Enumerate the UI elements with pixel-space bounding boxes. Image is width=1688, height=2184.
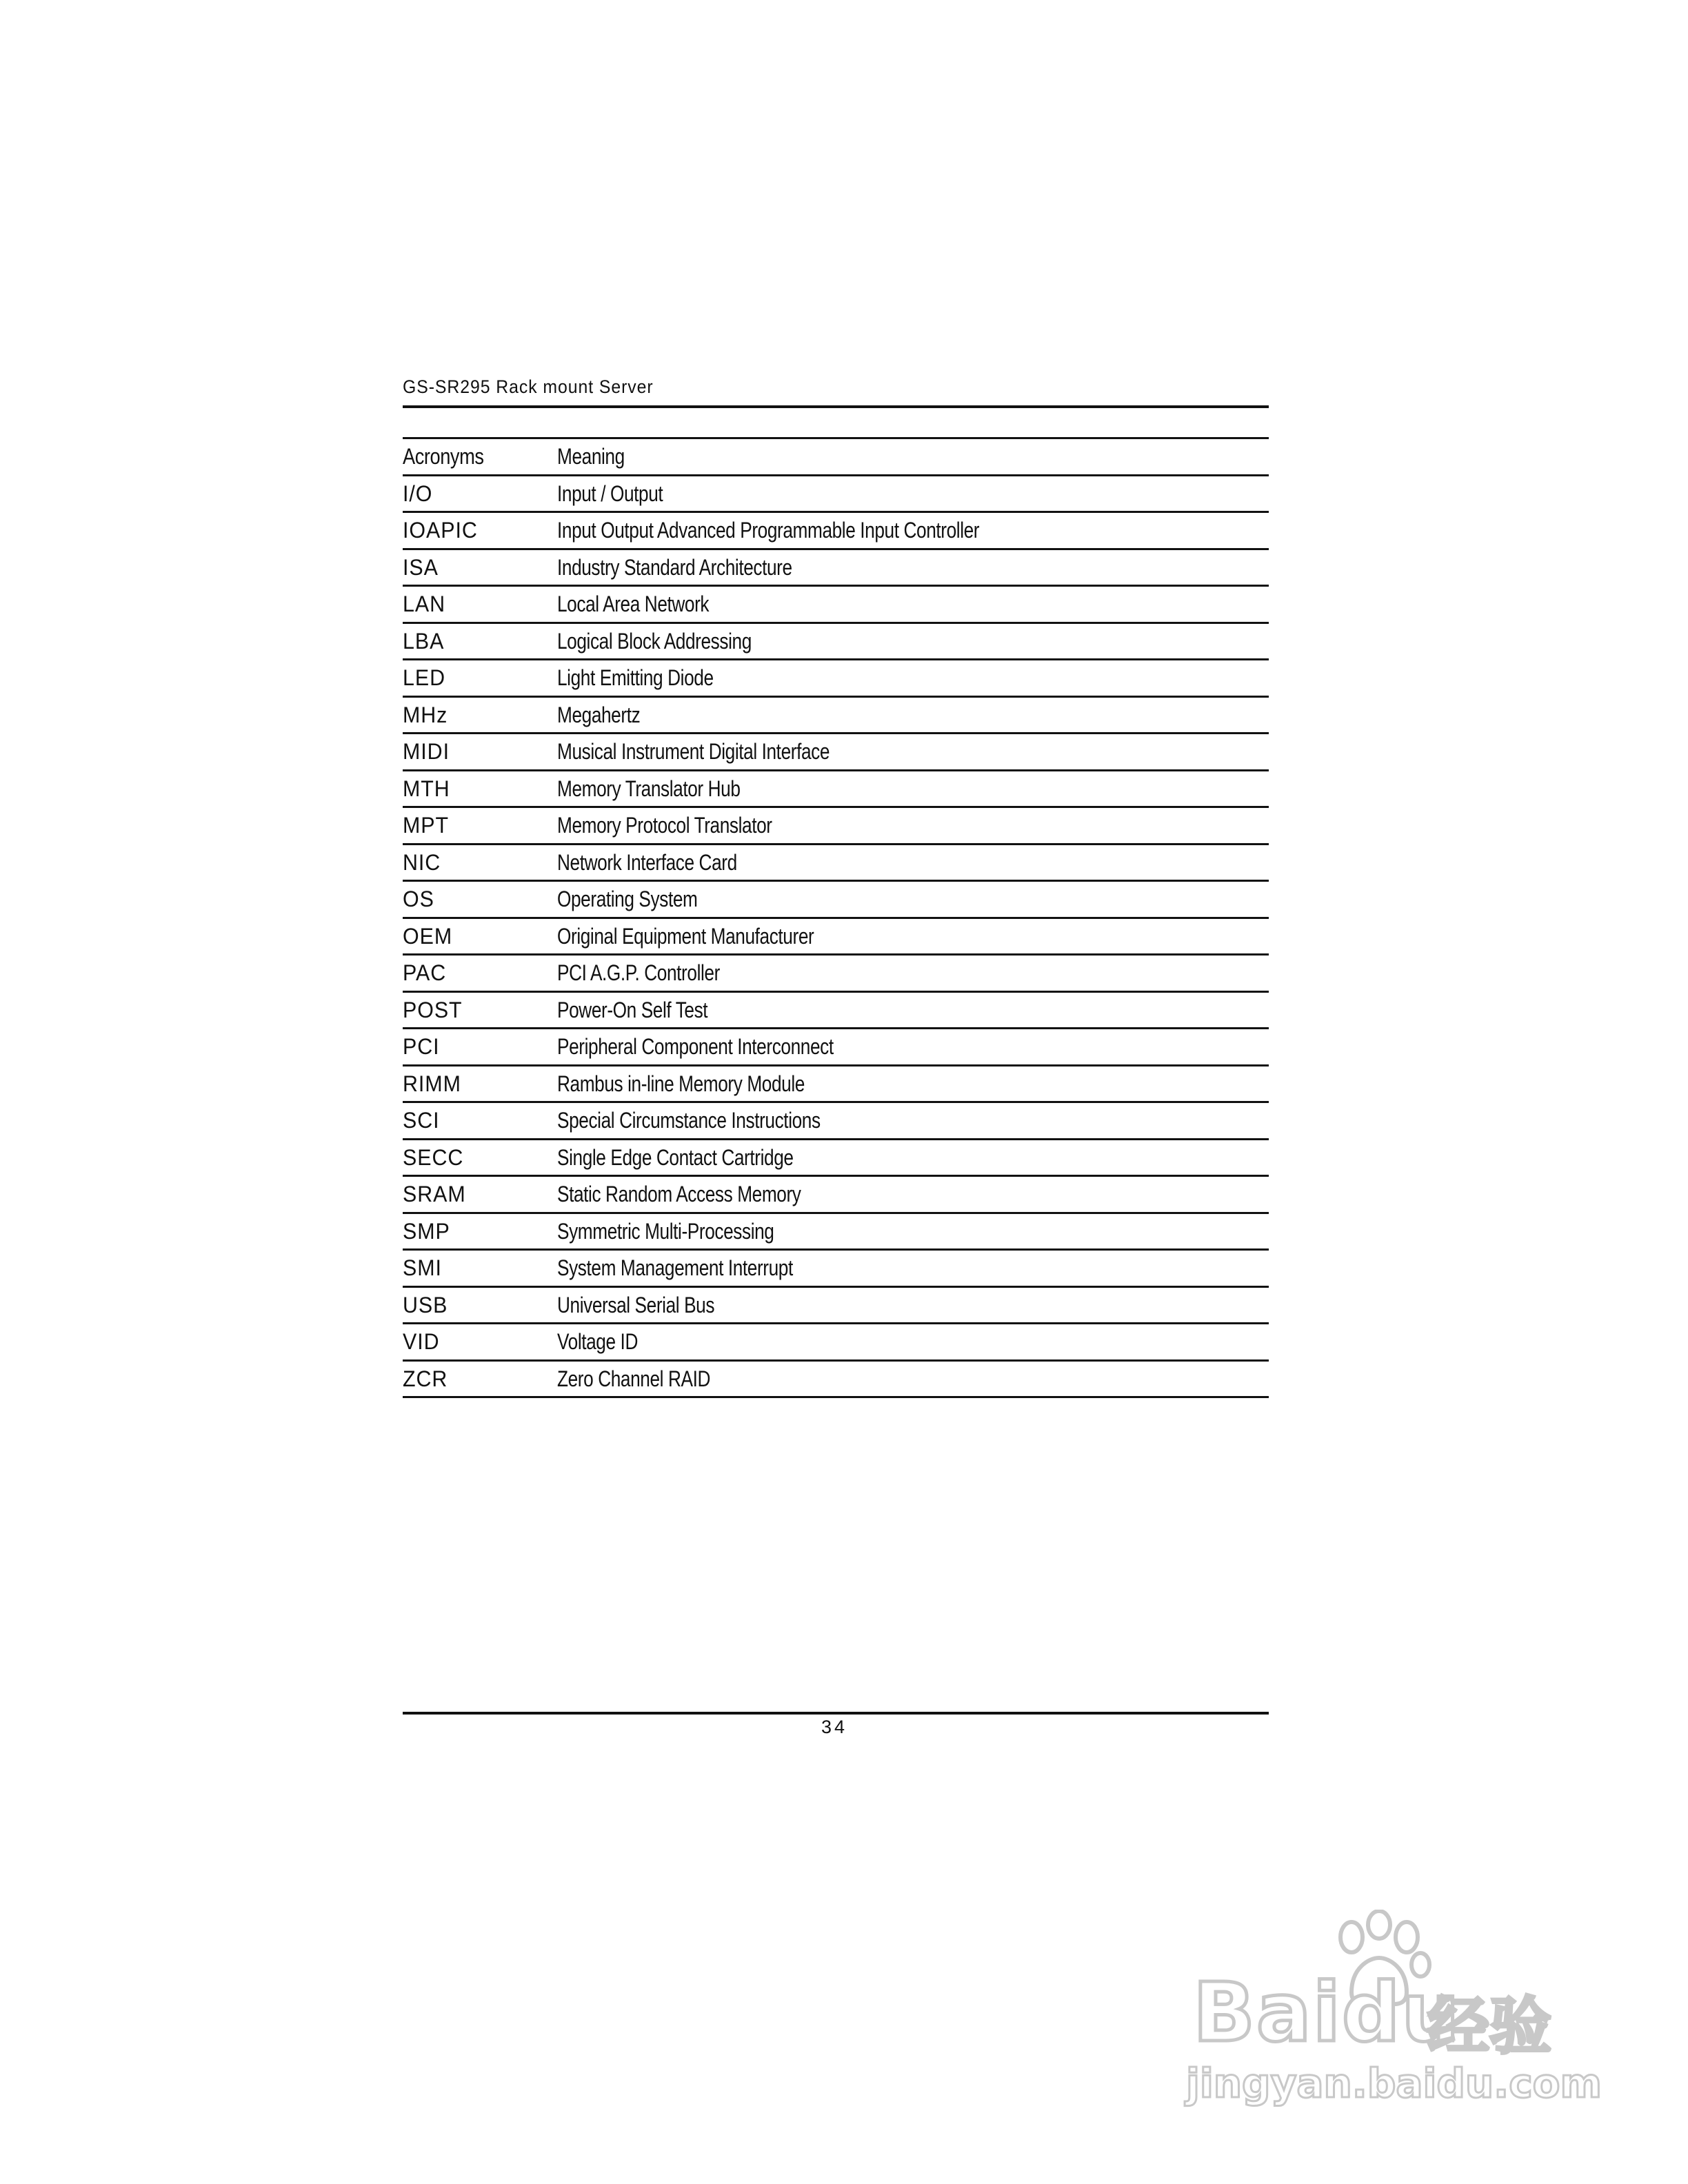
meaning-cell: System Management Interrupt [557,1255,793,1280]
meaning-cell: Original Equipment Manufacturer [557,923,814,949]
column-header-meaning: Meaning [557,444,625,469]
table-row [403,734,1269,771]
acronym-cell: PCI [403,1034,440,1059]
table-row [403,660,1269,698]
table-row [403,1029,1269,1066]
acronym-cell: POST [403,997,463,1022]
meaning-cell: Universal Serial Bus [557,1292,715,1317]
baidu-jingyan-watermark [1179,1910,1602,2116]
meaning-cell: Local Area Network [557,592,710,616]
acronym-cell: MIDI [403,739,450,764]
acronym-cell: USB [403,1292,448,1317]
meaning-cell: Zero Channel RAID [557,1366,711,1391]
table-row [403,1214,1269,1251]
meaning-cell: Special Circumstance Instructions [557,1108,821,1133]
meaning-cell: Input / Output [557,481,663,506]
acronym-cell: SMP [403,1218,450,1244]
acronym-cell: ISA [403,554,439,580]
acronym-cell: RIMM [403,1071,461,1096]
table-body [403,476,1269,1399]
meaning-cell: Rambus in-line Memory Module [557,1071,805,1096]
meaning-cell: Static Random Access Memory [557,1182,801,1206]
meaning-cell: Musical Instrument Digital Interface [557,739,830,764]
acronym-cell: SMI [403,1255,442,1280]
table-row [403,1251,1269,1288]
acronym-cell: VID [403,1329,440,1354]
meaning-cell: Memory Protocol Translator [557,813,772,838]
table-row [403,1288,1269,1325]
acronym-cell: PAC [403,960,447,985]
watermark-cn-text: 经验 [1427,1990,1551,2063]
running-header: GS-SR295 Rack mount Server [403,376,654,397]
table-row [403,1177,1269,1214]
acronym-cell: ZCR [403,1366,448,1391]
table-row [403,882,1269,919]
table-row [403,513,1269,550]
acronym-cell: MPT [403,813,450,838]
acronym-table [403,437,1269,1398]
acronym-cell: OS [403,887,434,911]
table-row [403,550,1269,587]
meaning-cell: Peripheral Component Interconnect [557,1034,834,1059]
table-row [403,1324,1269,1362]
table-row [403,1103,1269,1140]
acronym-cell: LBA [403,628,445,654]
acronym-cell: I/O [403,481,433,506]
acronym-cell: SECC [403,1144,464,1170]
meaning-cell: Power-On Self Test [557,997,708,1022]
table-row [403,993,1269,1030]
meaning-cell: Logical Block Addressing [557,628,752,654]
meaning-cell: Operating System [557,887,698,911]
meaning-cell: Voltage ID [557,1329,638,1354]
acronym-cell: NIC [403,849,441,875]
acronym-cell: MTH [403,776,450,801]
acronym-cell: LED [403,665,445,690]
table-row [403,919,1269,956]
watermark-url: jingyan.baidu.com [1186,2060,1602,2107]
acronym-cell: SCI [403,1108,440,1133]
meaning-cell: Input Output Advanced Programmable Input Controller [557,518,980,543]
header-rule [403,405,1269,408]
table-row [403,1140,1269,1177]
footer-rule [403,1712,1269,1715]
meaning-cell: Megahertz [557,702,641,727]
meaning-cell: Network Interface Card [557,849,737,875]
table-row [403,1362,1269,1399]
table-row [403,624,1269,661]
table-row [403,956,1269,993]
meaning-cell: Industry Standard Architecture [557,554,792,580]
table-row [403,1066,1269,1104]
column-header-acronyms: Acronyms [403,444,484,469]
acronym-cell: MHz [403,702,448,727]
table-row [403,771,1269,809]
table-row [403,845,1269,882]
meaning-cell: PCI A.G.P. Controller [557,960,720,985]
meaning-cell: Memory Translator Hub [557,776,741,801]
meaning-cell: Light Emitting Diode [557,665,714,690]
acronym-cell: IOAPIC [403,518,478,543]
table-row [403,698,1269,735]
table-header-row [403,439,1269,476]
acronym-cell: LAN [403,592,445,616]
table-row [403,808,1269,845]
meaning-cell: Single Edge Contact Cartridge [557,1144,794,1170]
watermark-brand: Baidu [1193,1965,1461,2060]
meaning-cell: Symmetric Multi-Processing [557,1218,774,1244]
page-number: 34 [821,1717,848,1737]
table-row [403,476,1269,514]
table-row [403,587,1269,624]
acronym-cell: SRAM [403,1182,466,1206]
acronym-cell: OEM [403,923,453,949]
